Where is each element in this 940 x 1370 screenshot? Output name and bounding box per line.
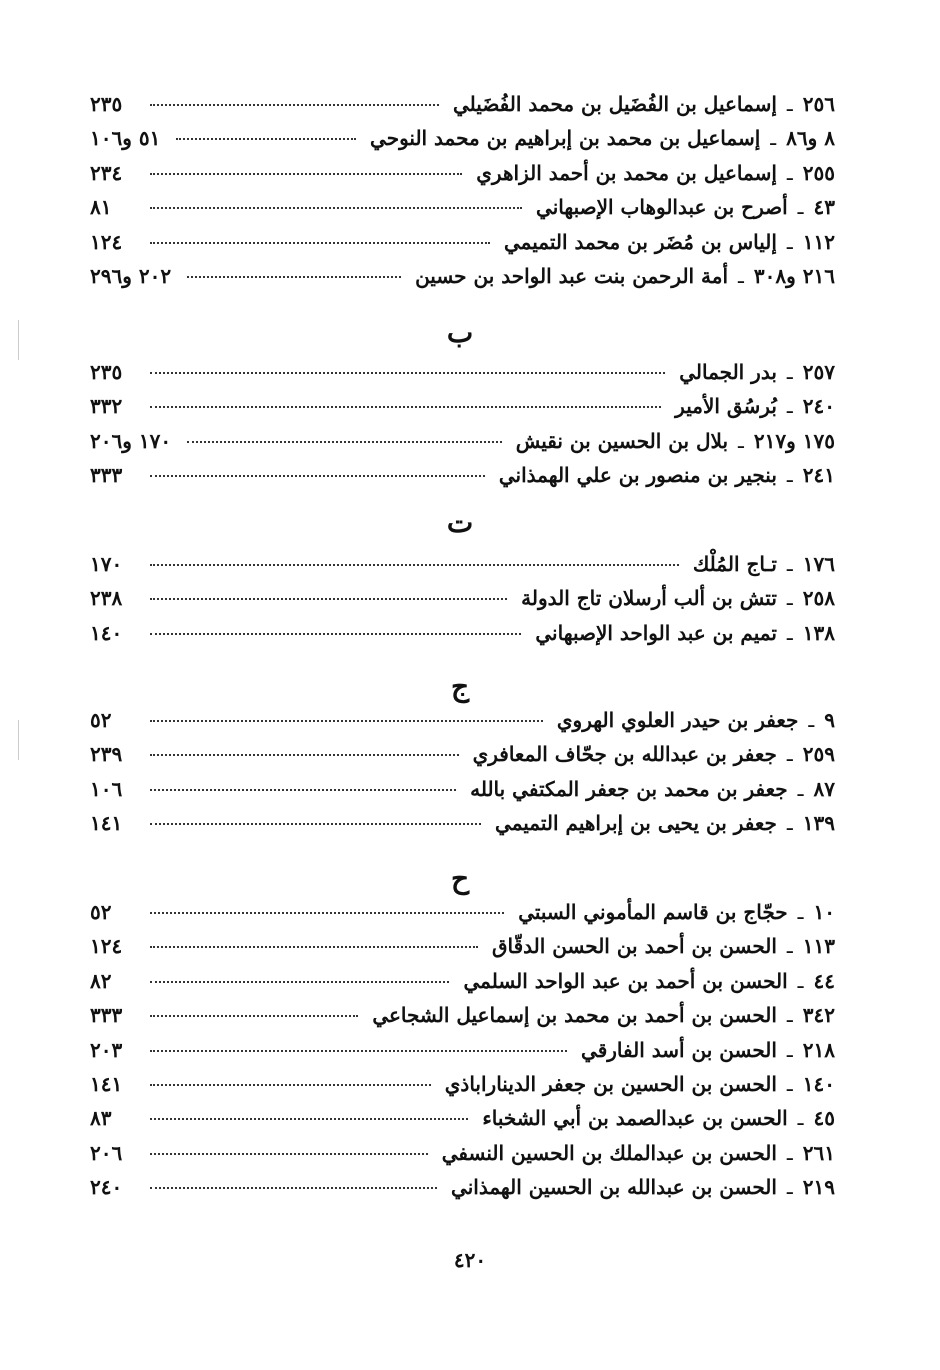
dot-leader (150, 720, 543, 722)
entry-page-refs: ٨١ (90, 195, 112, 220)
entry-name: تميم بن عبد الواحد الإصبهاني (535, 620, 777, 645)
entry-number: ٩ (824, 708, 835, 732)
entry-name: إسماعيل بن الفُضَيل بن محمد الفُضَيلي (453, 92, 777, 116)
entry-name: الحسن بن عبدالصمد بن أبي الشخباء (482, 1106, 788, 1131)
section-letter-heading: ب (446, 316, 474, 349)
dot-leader (150, 173, 462, 175)
entry-name: بُرسُق الأمير (675, 394, 777, 419)
entry-name: جعفر بن عبدالله بن جحّاف المعافري (472, 742, 777, 767)
entry-page-refs: ١٢٤ (90, 934, 123, 959)
dot-leader (187, 441, 502, 443)
entry-page-refs: ١٠٦ (90, 776, 123, 801)
entry-page-refs: ٨٢ (90, 968, 112, 993)
dot-leader (150, 633, 521, 635)
entry-page-refs: ٨٣ (90, 1106, 112, 1131)
dot-leader (150, 598, 507, 600)
entry-name: جعفر بن محمد بن جعفر المكتفي بالله (470, 776, 788, 801)
entry-number: ٢١٩ (802, 1175, 835, 1200)
entry-number: ٢٥٨ (802, 586, 835, 611)
entry-page-refs: ٢٣٩ (90, 742, 123, 767)
entry-separator: ـ (786, 92, 793, 116)
entry-name: جعفر بن حيدر العلوي الهروي (556, 708, 799, 732)
dot-leader (150, 789, 456, 791)
entry-number: ١١٣ (802, 934, 835, 959)
index-entry (90, 900, 835, 934)
entry-separator: ـ (786, 742, 793, 767)
dot-leader (150, 1187, 437, 1189)
index-entry (90, 264, 835, 298)
entry-separator: ـ (808, 708, 815, 732)
index-entry (90, 1175, 835, 1209)
index-entry (90, 969, 835, 1003)
entry-page-refs: ١٤١ (90, 1071, 123, 1096)
dot-leader (187, 276, 401, 278)
index-entry (90, 126, 835, 160)
entry-number: ٤٤ (813, 968, 835, 993)
index-entry (90, 1141, 835, 1175)
entry-name: أمة الرحمن بنت عبد الواحد بن حسين (415, 263, 729, 288)
entry-page-refs: ٥١ و١٠٦ (90, 126, 161, 151)
index-entry (90, 742, 835, 776)
entry-number: ٤٥ (813, 1106, 835, 1131)
dot-leader (150, 946, 478, 948)
index-section (90, 552, 835, 655)
dot-leader (150, 1118, 468, 1120)
entry-page-refs: ٢٣٥ (90, 360, 123, 384)
entry-separator: ـ (738, 428, 744, 453)
dot-leader (150, 406, 661, 408)
entry-number: ١٧٦ (802, 552, 835, 576)
entry-page-refs: ٢٤٠ (90, 1175, 123, 1200)
entry-page-refs: ١٢٤ (90, 229, 123, 254)
entry-page-refs: ٢٠٢ و٢٩٦ (90, 263, 172, 288)
entry-separator: ـ (786, 463, 793, 488)
index-entry (90, 811, 835, 845)
index-entry (90, 934, 835, 968)
entry-separator: ـ (786, 1003, 793, 1028)
index-entry (90, 360, 835, 394)
entry-name: حجّاج بن قاسم المأموني السبتي (518, 900, 788, 924)
entry-separator: ـ (786, 811, 793, 836)
index-entry (90, 394, 835, 428)
entry-number: ٢٥٩ (802, 742, 835, 767)
scan-edge-mark (18, 320, 19, 360)
entry-page-refs: ٥٢ (90, 900, 112, 924)
entry-separator: ـ (797, 776, 804, 801)
entry-page-refs: ٢٣٥ (90, 92, 123, 116)
entry-page-refs: ٣٣٣ (90, 463, 123, 488)
index-entry (90, 1038, 835, 1072)
index-entry (90, 161, 835, 195)
entry-separator: ـ (797, 1106, 804, 1131)
dot-leader (150, 564, 679, 566)
entry-number: ١٣٩ (802, 811, 835, 836)
index-entry (90, 777, 835, 811)
scan-edge-mark (18, 720, 19, 760)
index-entry (90, 708, 835, 742)
index-entry (90, 230, 835, 264)
entry-separator: ـ (786, 934, 793, 959)
entry-number: ٤٣ (813, 195, 835, 220)
entry-number: ٢٥٧ (802, 360, 835, 384)
entry-name: أصرح بن عبدالوهاب الإصبهاني (536, 195, 788, 220)
entry-separator: ـ (797, 968, 804, 993)
entry-separator: ـ (786, 360, 793, 384)
entry-number: ٢٥٥ (802, 160, 835, 185)
index-section (90, 900, 835, 1210)
dot-leader (150, 912, 504, 914)
dot-leader (150, 1084, 431, 1086)
index-section (90, 92, 835, 298)
entry-separator: ـ (786, 1071, 793, 1096)
entry-name: الحسن بن أحمد بن عبد الواحد السلمي (463, 968, 788, 993)
index-section (90, 360, 835, 498)
entry-number: ٢٦١ (802, 1140, 835, 1165)
dot-leader (150, 475, 485, 477)
dot-leader (150, 823, 481, 825)
entry-name: إسماعيل بن محمد بن إبراهيم بن محمد النوحي (370, 126, 761, 151)
section-letter-heading: ح (450, 862, 470, 895)
dot-leader (150, 754, 459, 756)
entry-separator: ـ (786, 394, 793, 419)
entry-separator: ـ (770, 126, 777, 151)
dot-leader (150, 104, 439, 106)
entry-name: تتش بن ألب أرسلان تاج الدولة (521, 586, 777, 611)
entry-name: الحسن بن عبدالله بن الحسين الهمذاني (451, 1175, 777, 1200)
entry-name: الحسن بن الحسين بن جعفر الديناراباذي (444, 1071, 777, 1096)
entry-name: الحسن بن أسد الفارقي (581, 1037, 777, 1062)
entry-number: ١٧٥ و٢١٧ (753, 428, 835, 453)
section-letter-heading: ج (450, 670, 470, 703)
index-entry (90, 429, 835, 463)
section-letter-heading: ت (446, 506, 474, 539)
index-entry (90, 92, 835, 126)
entry-number: ٢١٦ و٣٠٨ (753, 263, 835, 288)
dot-leader (150, 242, 490, 244)
entry-separator: ـ (738, 263, 744, 288)
entry-number: ٨٧ (813, 776, 835, 801)
entry-number: ١٤٠ (802, 1071, 835, 1096)
entry-number: ٢٤٠ (802, 394, 835, 419)
entry-page-refs: ٣٣٢ (90, 394, 123, 419)
entry-name: بنجير بن منصور بن علي الهمذاني (498, 463, 777, 488)
entry-number: ٢٥٦ (802, 92, 835, 116)
entry-name: الحسن بن أحمد بن محمد بن إسماعيل الشجاعي (372, 1003, 777, 1028)
entry-number: ١٠ (813, 900, 835, 924)
dot-leader (176, 138, 356, 140)
index-entry (90, 552, 835, 586)
entry-separator: ـ (786, 620, 793, 645)
entry-page-refs: ٣٣٣ (90, 1003, 123, 1028)
dot-leader (150, 207, 522, 209)
entry-separator: ـ (786, 1140, 793, 1165)
entry-page-refs: ١٤١ (90, 811, 123, 836)
index-entry (90, 621, 835, 655)
index-entry (90, 463, 835, 497)
entry-page-refs: ٢٣٤ (90, 160, 123, 185)
entry-page-refs: ١٤٠ (90, 620, 123, 645)
entry-separator: ـ (786, 552, 793, 576)
entry-page-refs: ٥٢ (90, 708, 112, 732)
index-entry (90, 1106, 835, 1140)
index-entry (90, 195, 835, 229)
entry-page-refs: ١٧٠ (90, 552, 123, 576)
dot-leader (150, 1153, 428, 1155)
entry-name: إسماعيل بن محمد بن أحمد الزاهري (476, 160, 777, 185)
entry-separator: ـ (786, 160, 793, 185)
dot-leader (150, 981, 449, 983)
index-entry (90, 1003, 835, 1037)
entry-page-refs: ٢٠٣ (90, 1037, 123, 1062)
entry-name: جعفر بن يحيى بن إبراهيم التميمي (495, 811, 777, 836)
entry-number: ١١٢ (802, 229, 835, 254)
entry-page-refs: ٢٣٨ (90, 586, 123, 611)
entry-number: ١٣٨ (802, 620, 835, 645)
entry-name: بدر الجمالي (679, 360, 777, 384)
dot-leader (150, 1050, 567, 1052)
entry-separator: ـ (786, 586, 793, 611)
entry-name: الحسن بن عبدالملك بن الحسين النسفي (441, 1140, 777, 1165)
index-entry (90, 586, 835, 620)
entry-separator: ـ (797, 195, 804, 220)
index-entry (90, 1072, 835, 1106)
entry-separator: ـ (786, 229, 793, 254)
entry-separator: ـ (786, 1175, 793, 1200)
entry-page-refs: ١٧٠ و٢٠٦ (90, 428, 172, 453)
entry-number: ٨ و٨٦ (786, 126, 835, 151)
dot-leader (150, 372, 665, 374)
entry-name: تـاج المُلْك (692, 552, 777, 576)
dot-leader (150, 1015, 358, 1017)
page-number: ٤٢٠ (453, 1248, 487, 1272)
entry-separator: ـ (786, 1037, 793, 1062)
entry-name: الحسن بن أحمد بن الحسن الدقّاق (491, 934, 777, 959)
entry-number: ٣٤٢ (802, 1003, 835, 1028)
entry-name: بلال بن الحسين بن نقيش (515, 428, 729, 453)
entry-name: إلياس بن مُضَر بن محمد التميمي (504, 229, 777, 254)
index-section (90, 708, 835, 846)
entry-number: ٢١٨ (802, 1037, 835, 1062)
entry-number: ٢٤١ (802, 463, 835, 488)
entry-separator: ـ (797, 900, 804, 924)
entry-page-refs: ٢٠٦ (90, 1140, 123, 1165)
